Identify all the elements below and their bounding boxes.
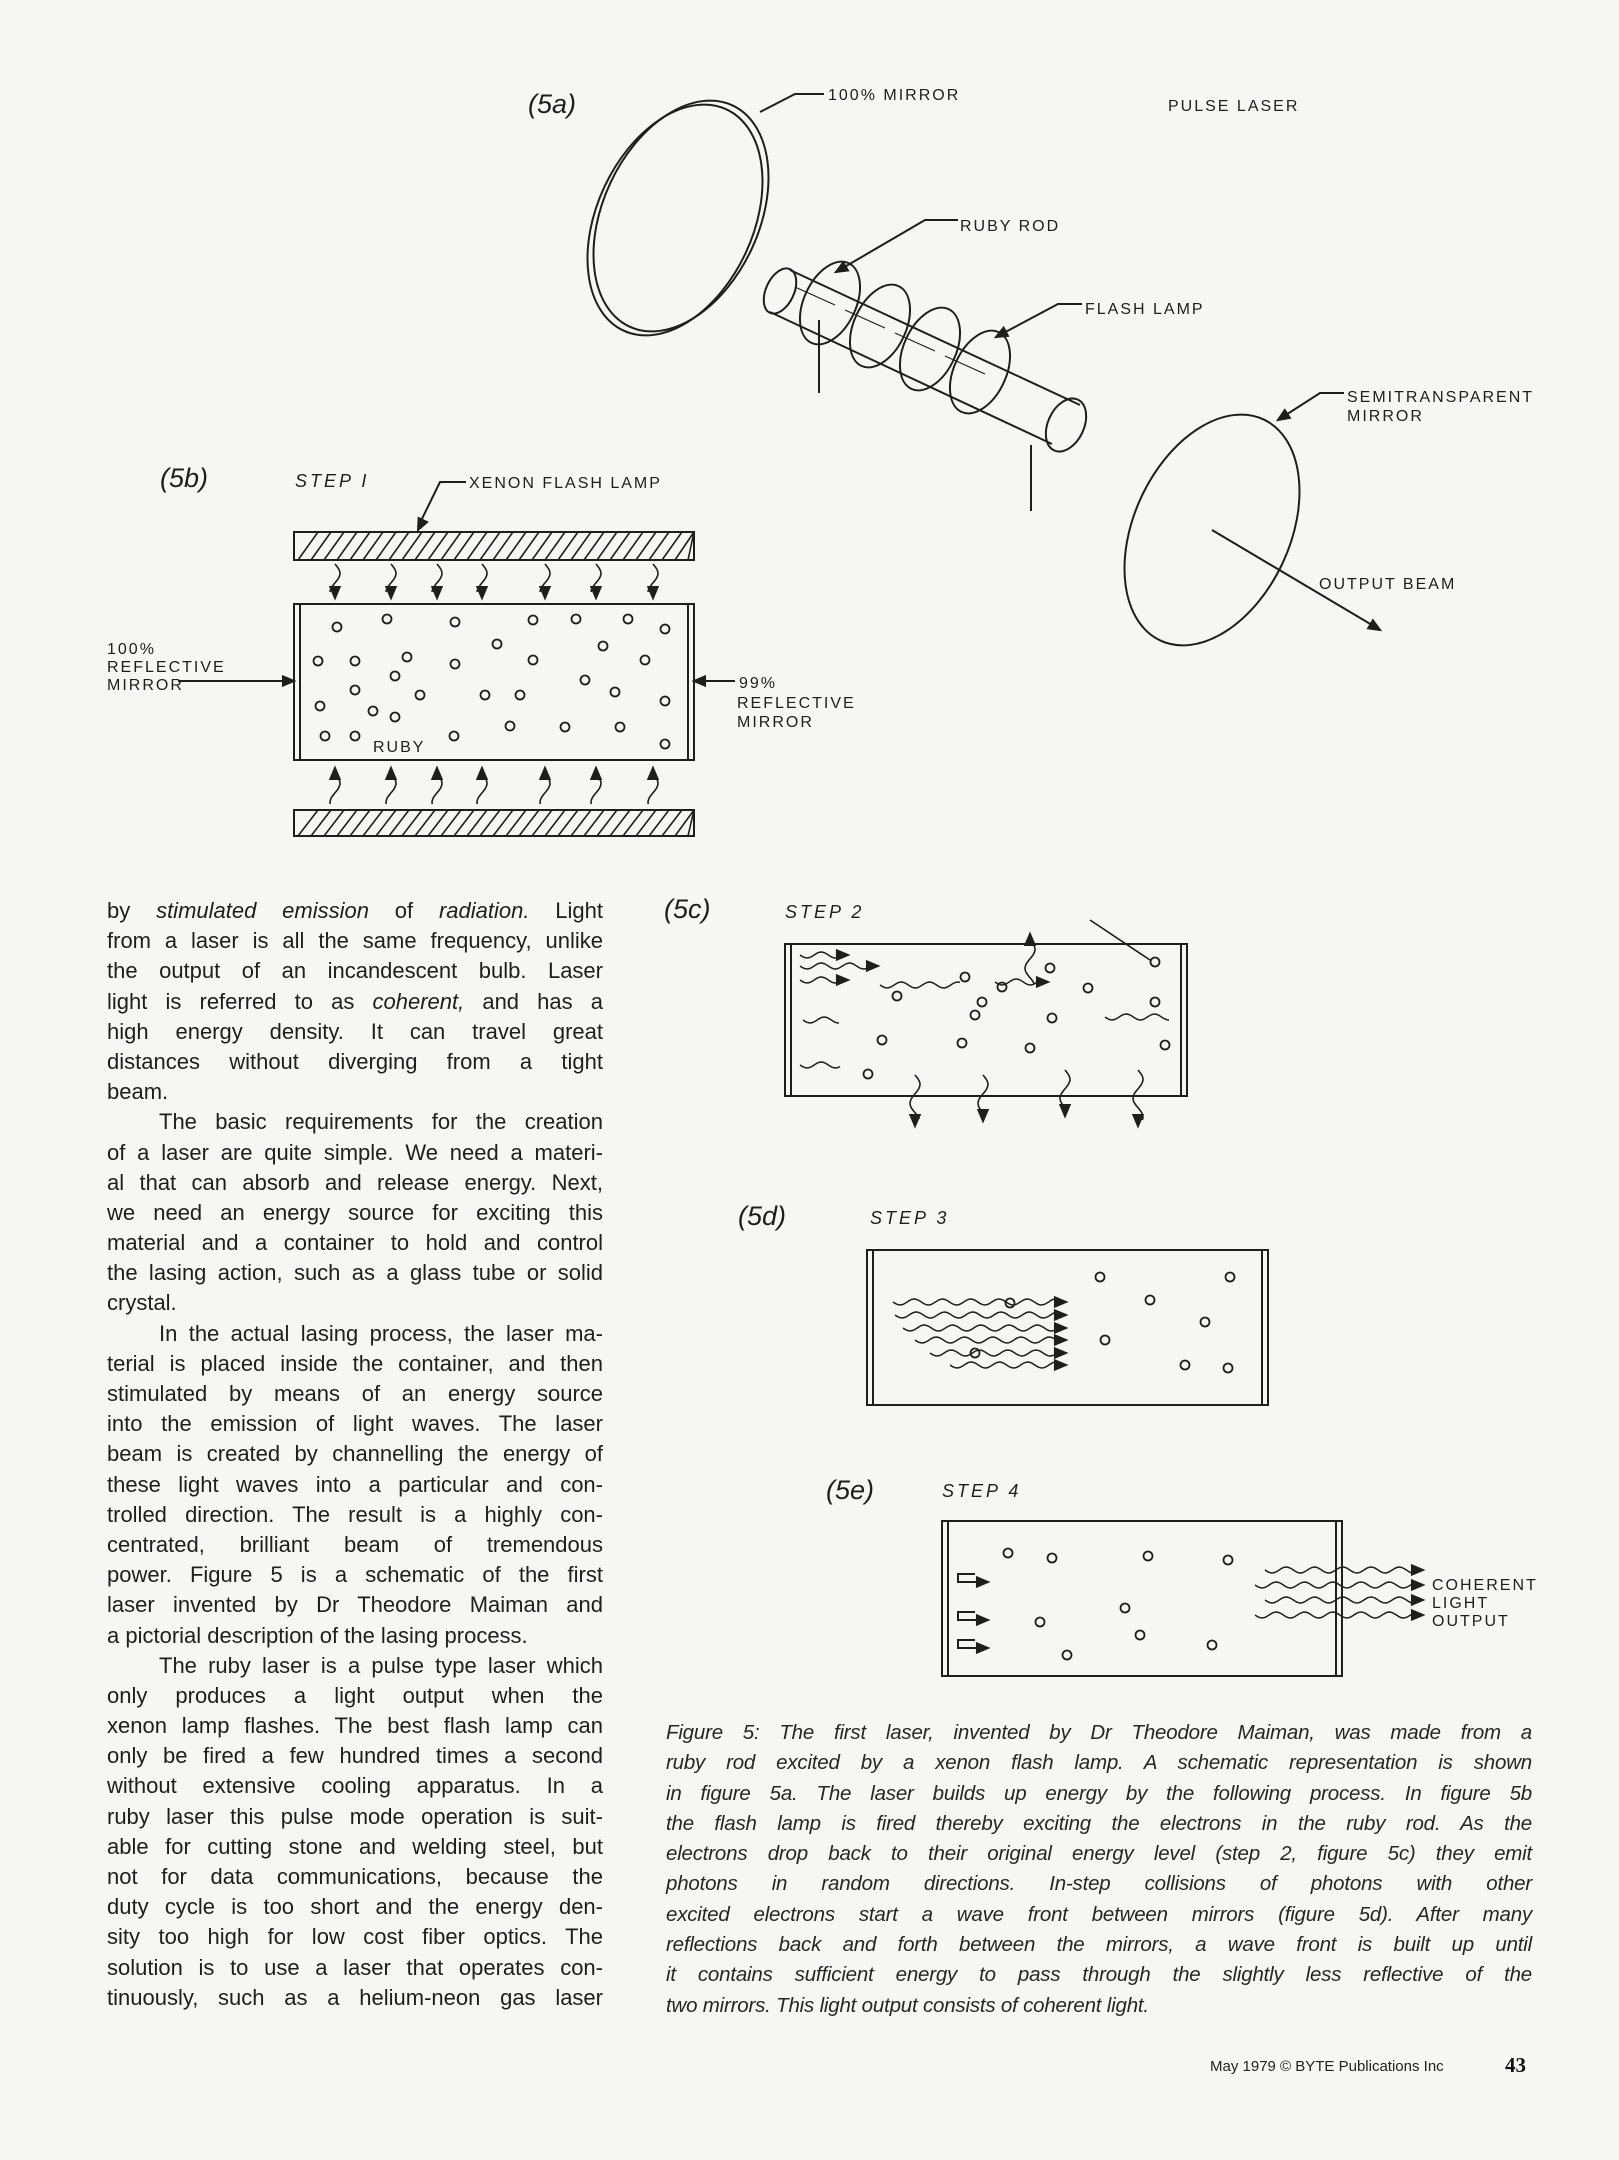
electron-icon <box>321 732 330 741</box>
caption-line: in figure 5a. The laser builds up energy by the following process. In figure 5b <box>666 1781 1532 1805</box>
electron-icon <box>1046 964 1055 973</box>
electron-icon <box>391 713 400 722</box>
text-run: only produces a light output when the <box>107 1682 603 1708</box>
xenon-flash-lamp-top-hatch <box>480 532 500 560</box>
electron-icon <box>961 973 970 982</box>
label-ruby-rod: RUBY ROD <box>960 218 1061 235</box>
xenon-flash-lamp-top-hatch <box>324 532 344 560</box>
text-run: of a laser are quite simple. We need a materi- <box>107 1139 603 1165</box>
text-run: high energy density. It can travel great <box>107 1018 603 1044</box>
body-line <box>107 1983 603 2013</box>
xenon-flash-lamp-top-hatch <box>636 532 656 560</box>
body-line <box>107 1077 603 1107</box>
photon-wave <box>800 952 840 958</box>
arrowhead-icon <box>1055 1297 1066 1306</box>
electron-icon <box>351 657 360 666</box>
page-number: 43 <box>1505 2053 1526 2077</box>
electron-icon <box>369 707 378 716</box>
text-run: from a laser is all the same frequency, unlike <box>107 928 603 954</box>
article-body-text <box>107 896 603 2013</box>
body-line <box>107 1198 603 1228</box>
photon-wave <box>800 977 840 983</box>
step-2-label: STEP 2 <box>785 902 865 922</box>
electron-icon <box>316 702 325 711</box>
electron-icon <box>516 691 525 700</box>
electron-icon <box>1026 1044 1035 1053</box>
body-line <box>107 1017 603 1047</box>
body-line <box>107 1138 603 1168</box>
body-line <box>107 1379 603 1409</box>
xenon-flash-lamp-top-hatch <box>532 532 552 560</box>
photon-wave <box>903 1325 1057 1331</box>
arrowhead-icon <box>1368 620 1380 630</box>
electron-icon <box>998 983 1007 992</box>
label-100-reflective-3: MIRROR <box>107 677 184 694</box>
text-run: The basic requirements for the creation <box>159 1109 603 1135</box>
step-2-cavity <box>785 944 1187 1096</box>
label-semitransparent-mirror: MIRROR <box>1347 408 1424 425</box>
electron-icon <box>403 653 412 662</box>
text-run: centrated, brilliant beam of tremendous <box>107 1531 603 1557</box>
electron-icon <box>1121 1604 1130 1613</box>
fig-5d-label: (5d) <box>738 1201 787 1231</box>
caption-line: two mirrors. This light output consists of coherent light. <box>666 1993 1149 2017</box>
electron-icon <box>1146 1296 1155 1305</box>
electron-icon <box>616 723 625 732</box>
body-line <box>107 1953 603 1983</box>
xenon-flash-lamp-top-hatch <box>584 532 604 560</box>
text-run: only be fired a few hundred times a second <box>107 1743 603 1769</box>
xenon-flash-lamp-top-hatch <box>506 532 526 560</box>
text-run: tinuously, such as a helium-neon gas laser <box>107 1984 603 2010</box>
electron-icon <box>599 642 608 651</box>
arrowhead-icon <box>1412 1595 1423 1604</box>
electron-icon <box>450 732 459 741</box>
label-xenon-flash-lamp: XENON FLASH LAMP <box>469 475 662 492</box>
electron-icon <box>1048 1554 1057 1563</box>
electron-icon <box>893 992 902 1001</box>
full-mirror <box>553 76 798 363</box>
electron-icon <box>661 740 670 749</box>
fig-5c-label: (5c) <box>664 894 711 924</box>
xenon-flash-lamp-top-hatch <box>493 532 513 560</box>
electron-icon <box>314 657 323 666</box>
electron-icon <box>1004 1549 1013 1558</box>
electron-icon <box>661 625 670 634</box>
electron-icon <box>1181 1361 1190 1370</box>
xenon-flash-lamp-top-hatch <box>428 532 448 560</box>
xenon-flash-lamp-top-hatch <box>363 532 383 560</box>
electron-icon <box>451 618 460 627</box>
arrowhead-icon <box>977 1615 988 1624</box>
text-run: and has a <box>464 988 603 1014</box>
arrowhead-icon <box>477 587 486 598</box>
arrowhead-icon <box>1412 1580 1423 1589</box>
text-run: without extensive cooling apparatus. In a <box>107 1773 603 1799</box>
electron-icon <box>581 676 590 685</box>
text-run: into the emission of light waves. The laser <box>107 1411 603 1437</box>
arrowhead-icon <box>837 950 848 959</box>
electron-icon <box>351 732 360 741</box>
text-run: beam. <box>107 1079 169 1105</box>
text-run: of <box>368 898 439 923</box>
electron-icon <box>1063 1651 1072 1660</box>
text-run: xenon lamp flashes. The best flash lamp can <box>107 1713 603 1739</box>
arrowhead-icon <box>977 1643 988 1652</box>
label-100-reflective-1: 100% <box>107 641 156 658</box>
photon-wave <box>803 1017 839 1023</box>
label-99-reflective-3: MIRROR <box>737 714 814 731</box>
ruby-cavity <box>294 604 694 760</box>
arrowhead-icon <box>836 262 848 272</box>
photon-wave <box>880 982 960 988</box>
arrowhead-icon <box>1055 1335 1066 1344</box>
body-line <box>107 1349 603 1379</box>
electron-icon <box>1201 1318 1210 1327</box>
body-line <box>107 1530 603 1560</box>
electron-icon <box>1208 1641 1217 1650</box>
electron-icon <box>978 998 987 1007</box>
text-run: ruby laser this pulse mode operation is suit- <box>107 1803 603 1829</box>
arrowhead-icon <box>1025 934 1034 945</box>
body-line <box>107 987 603 1017</box>
italic-term: radiation. <box>438 898 530 923</box>
fig-5b-label: (5b) <box>160 463 209 493</box>
leader-ruby-rod <box>836 220 958 272</box>
photon-wave <box>915 1337 1057 1343</box>
electron-icon <box>1151 958 1160 967</box>
photon-wave <box>800 963 870 969</box>
caption-line: electrons drop back to their original energy level (step 2, figure 5c) they emit <box>666 1842 1532 1866</box>
electron-icon <box>1224 1556 1233 1565</box>
step-3-label: STEP 3 <box>870 1208 950 1228</box>
text-run: able for cutting stone and welding steel, but <box>107 1833 603 1859</box>
body-line <box>107 1651 603 1681</box>
arrowhead-icon <box>1055 1323 1066 1332</box>
electron-icon <box>1084 984 1093 993</box>
caption-line: ruby rod excited by a xenon flash lamp. A schematic representation is shown <box>666 1751 1532 1775</box>
xenon-flash-lamp-top-hatch <box>649 532 669 560</box>
arrowhead-icon <box>648 768 657 779</box>
figure-caption <box>666 1718 1532 2021</box>
ruby-rod-end <box>1038 392 1094 458</box>
text-run: we need an energy source for exciting this <box>107 1199 603 1225</box>
rod-shading <box>795 287 835 305</box>
photon-wave <box>930 1350 1058 1356</box>
step-4-label: STEP 4 <box>942 1481 1022 1501</box>
xenon-flash-lamp-top-hatch <box>389 532 409 560</box>
coherent-light-wave <box>1265 1597 1415 1603</box>
arrowhead-icon <box>386 768 395 779</box>
step-1-label: STEP I <box>295 471 370 491</box>
text-run: the lasing action, such as a glass tube or solid <box>107 1260 603 1286</box>
leader-100-mirror <box>760 94 824 112</box>
arrowhead-icon <box>540 768 549 779</box>
electron-icon <box>572 615 581 624</box>
body-line <box>107 1470 603 1500</box>
body-line <box>107 1500 603 1530</box>
photon-wave <box>950 1362 1058 1368</box>
electron-icon <box>1136 1631 1145 1640</box>
body-line <box>107 1168 603 1198</box>
body-line <box>107 1741 603 1771</box>
photon-emission <box>1025 940 1035 984</box>
electron-icon <box>641 656 650 665</box>
arrowhead-icon <box>1037 977 1048 986</box>
coherent-light-wave <box>1265 1567 1415 1573</box>
footer-credit: May 1979 © BYTE Publications Inc <box>1210 2058 1444 2075</box>
body-line <box>107 1409 603 1439</box>
xenon-flash-lamp-top-hatch <box>662 532 682 560</box>
photon-wave <box>893 1299 1057 1305</box>
electron-icon <box>1224 1364 1233 1373</box>
label-output: OUTPUT <box>1432 1613 1510 1630</box>
leader-flash-lamp <box>996 304 1082 337</box>
text-run: In the actual lasing process, the laser ma- <box>159 1320 603 1346</box>
arrowhead-icon <box>330 768 339 779</box>
arrowhead-icon <box>591 587 600 598</box>
text-run: al that can absorb and release energy. Next, <box>107 1169 603 1195</box>
body-line <box>107 1258 603 1288</box>
label-100-mirror: 100% MIRROR <box>828 87 961 104</box>
electron-icon <box>1151 998 1160 1007</box>
text-run: trolled direction. The result is a highly con- <box>107 1501 603 1527</box>
electron-icon <box>958 1039 967 1048</box>
arrowhead-icon <box>540 587 549 598</box>
xenon-flash-lamp-top-hatch <box>571 532 591 560</box>
electron-icon <box>333 623 342 632</box>
body-line <box>107 956 603 986</box>
xenon-flash-lamp-top-hatch <box>311 532 331 560</box>
photon-wave <box>800 1062 840 1068</box>
step-3-cavity <box>867 1250 1268 1405</box>
arrowhead-icon <box>867 961 878 970</box>
label-semitransparent: SEMITRANSPARENT <box>1347 389 1535 406</box>
electron-icon <box>624 615 633 624</box>
xenon-flash-lamp-top-hatch <box>519 532 539 560</box>
arrowhead-icon <box>1060 1105 1069 1116</box>
ruby-rod-end <box>757 263 803 318</box>
caption-line: it contains sufficient energy to pass through the slightly less reflective of the <box>666 1963 1532 1987</box>
text-run: The ruby laser is a pulse type laser which <box>159 1652 603 1678</box>
xenon-flash-lamp-top-hatch <box>597 532 617 560</box>
caption-line: reflections back and forth between the mirrors, a wave front is built up until <box>666 1933 1532 1957</box>
text-run: stimulated by means of an energy source <box>107 1381 603 1406</box>
label-99-reflective-2: REFLECTIVE <box>737 695 856 712</box>
electron-icon <box>451 660 460 669</box>
body-line <box>107 1590 603 1620</box>
electron-icon <box>1096 1273 1105 1282</box>
xenon-flash-lamp-top-hatch <box>402 532 422 560</box>
arrowhead-icon <box>283 676 294 685</box>
body-line <box>107 1228 603 1258</box>
text-run: power. Figure 5 is a schematic of the first <box>107 1562 603 1588</box>
label-coherent: COHERENT <box>1432 1577 1538 1594</box>
arrowhead-icon <box>591 768 600 779</box>
electron-icon <box>383 615 392 624</box>
fig-5e-label: (5e) <box>826 1475 875 1505</box>
body-line <box>107 1892 603 1922</box>
photon-wave <box>895 1312 1057 1318</box>
electron-icon <box>481 691 490 700</box>
full-mirror-edge <box>559 72 804 359</box>
arrowhead-icon <box>1055 1310 1066 1319</box>
electron-icon <box>391 672 400 681</box>
electron-icon <box>1226 1273 1235 1282</box>
caption-line: Figure 5: The first laser, invented by Dr Theodore Maiman, was made from a <box>666 1721 1532 1744</box>
body-line <box>107 1771 603 1801</box>
body-line <box>107 1319 603 1349</box>
arrowhead-icon <box>386 587 395 598</box>
electron-icon <box>1048 1014 1057 1023</box>
label-output-beam: OUTPUT BEAM <box>1319 576 1457 593</box>
text-run: solution is to use a laser that operates con- <box>107 1954 603 1980</box>
caption-line: photons in random directions. In-step collisions of photons with other <box>666 1872 1532 1896</box>
arrowhead-icon <box>1133 1115 1142 1126</box>
xenon-flash-lamp-top-hatch <box>415 532 435 560</box>
arrowhead-icon <box>910 1115 919 1126</box>
arrowhead-icon <box>977 1577 988 1586</box>
xenon-flash-lamp-top-hatch <box>545 532 565 560</box>
body-line <box>107 1560 603 1590</box>
electron-icon <box>351 686 360 695</box>
arrowhead-icon <box>1412 1565 1423 1574</box>
arrowhead-icon <box>477 768 486 779</box>
text-run: light is referred to as <box>107 988 373 1014</box>
arrowhead-icon <box>648 587 657 598</box>
electron-icon <box>611 688 620 697</box>
italic-term: coherent, <box>372 988 465 1014</box>
xenon-flash-lamp-top-hatch <box>350 532 370 560</box>
xenon-flash-lamp-top-hatch <box>610 532 630 560</box>
arrowhead-icon <box>1055 1348 1066 1357</box>
fig-5a-label: (5a) <box>528 89 577 119</box>
electron-icon <box>529 656 538 665</box>
electron-icon <box>1161 1041 1170 1050</box>
electron-icon <box>971 1011 980 1020</box>
text-run: material and a container to hold and control <box>107 1230 603 1256</box>
label-flash-lamp: FLASH LAMP <box>1085 301 1205 318</box>
electron-icon <box>561 723 570 732</box>
text-run: distances without diverging from a tight <box>107 1048 603 1074</box>
body-line <box>107 1621 603 1651</box>
text-run: the output of an incandescent bulb. Laser <box>107 958 603 984</box>
electron-icon <box>864 1070 873 1079</box>
text-run: not for data communications, because the <box>107 1864 603 1889</box>
text-run: crystal. <box>107 1290 177 1316</box>
body-line <box>107 896 603 926</box>
arrowhead-icon <box>978 1110 987 1121</box>
electron-icon <box>878 1036 887 1045</box>
electron-icon <box>661 697 670 706</box>
label-light: LIGHT <box>1432 1595 1490 1612</box>
electron-icon <box>416 691 425 700</box>
body-line <box>107 1439 603 1469</box>
text-run: these light waves into a particular and con- <box>107 1471 603 1497</box>
italic-term: stimulated emission <box>156 898 369 923</box>
body-line <box>107 1922 603 1952</box>
electron-icon <box>493 640 502 649</box>
arrowhead-icon <box>694 676 705 685</box>
photon-emission <box>1090 920 1150 960</box>
electron-icon <box>506 722 515 731</box>
caption-line: excited electrons start a wave front between mirrors (figure 5d). After many <box>666 1902 1532 1926</box>
xenon-flash-lamp-top-hatch <box>623 532 643 560</box>
pulse-laser-title: PULSE LASER <box>1168 98 1300 115</box>
body-line <box>107 1288 603 1318</box>
body-line <box>107 1107 603 1137</box>
text-run: by <box>107 898 157 923</box>
body-line <box>107 1047 603 1077</box>
arrowhead-icon <box>1055 1360 1066 1369</box>
xenon-flash-lamp-top-hatch <box>454 532 474 560</box>
label-99-reflective-1: 99% <box>739 675 778 692</box>
xenon-flash-lamp-top-hatch <box>441 532 461 560</box>
body-line <box>107 1862 603 1892</box>
xenon-flash-lamp-top-hatch <box>337 532 357 560</box>
arrowhead-icon <box>837 975 848 984</box>
body-line <box>107 1681 603 1711</box>
arrowhead-icon <box>1278 410 1290 420</box>
label-ruby: RUBY <box>373 739 426 756</box>
xenon-flash-lamp-top-hatch <box>298 532 318 560</box>
text-run: beam is created by channelling the energy of <box>107 1441 603 1467</box>
arrowhead-icon <box>432 768 441 779</box>
label-100-reflective-2: REFLECTIVE <box>107 659 226 676</box>
photon-wave <box>1105 1014 1169 1020</box>
body-line <box>107 1802 603 1832</box>
caption-line: the flash lamp is fired thereby exciting the electrons in the ruby rod. As the <box>666 1811 1532 1835</box>
arrowhead-icon <box>432 587 441 598</box>
electron-icon <box>529 616 538 625</box>
xenon-flash-lamp-top-hatch <box>558 532 578 560</box>
electron-icon <box>1036 1618 1045 1627</box>
text-run: terial is placed inside the container, and then <box>107 1350 603 1376</box>
text-run: Light <box>529 898 604 923</box>
electron-icon <box>1101 1336 1110 1345</box>
text-run: laser invented by Dr Theodore Maiman and <box>107 1592 603 1618</box>
electron-icon <box>1144 1552 1153 1561</box>
body-line <box>107 926 603 956</box>
arrowhead-icon <box>418 518 427 530</box>
text-run: a pictorial description of the lasing process. <box>107 1622 528 1648</box>
body-line <box>107 1711 603 1741</box>
body-line <box>107 1832 603 1862</box>
arrowhead-icon <box>1412 1610 1423 1619</box>
xenon-flash-lamp-top-hatch <box>376 532 396 560</box>
arrowhead-icon <box>330 587 339 598</box>
text-run: sity too high for low cost fiber optics. The <box>107 1924 603 1950</box>
xenon-flash-lamp-top-hatch <box>467 532 487 560</box>
text-run: duty cycle is too short and the energy den- <box>107 1894 603 1920</box>
